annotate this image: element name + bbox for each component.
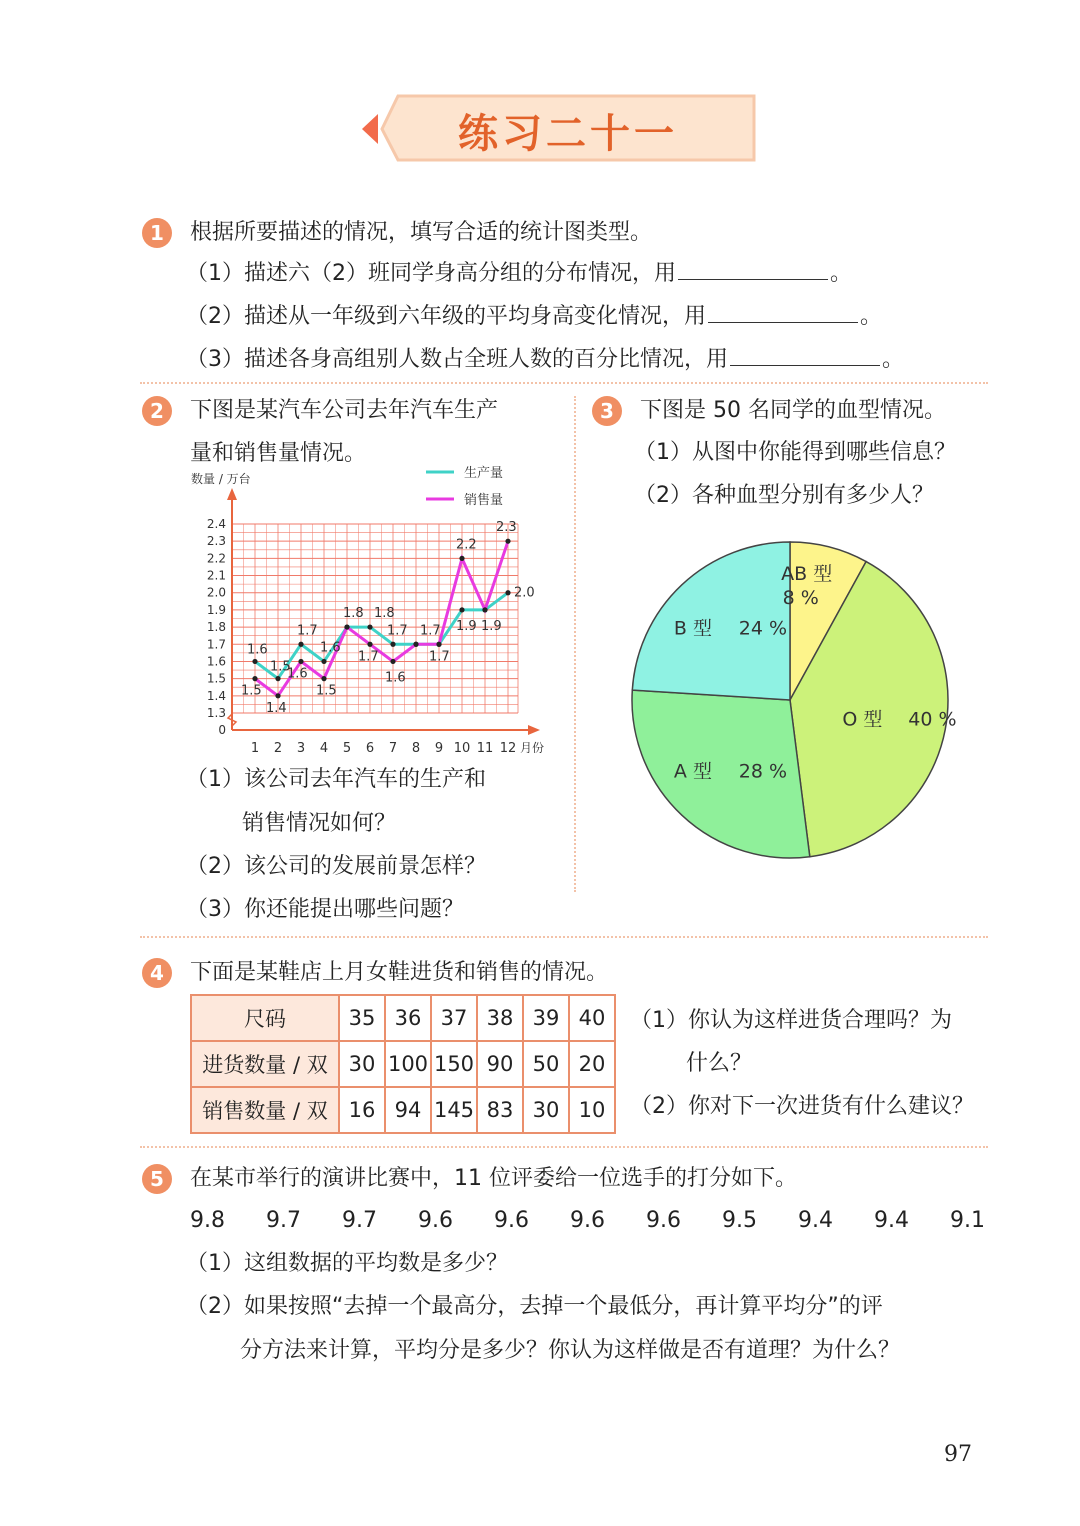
score-value: 9.8 — [190, 1208, 225, 1233]
question-3-stem: 下图是 50 名同学的血型情况。 — [640, 398, 946, 423]
x-axis-title: 月份 — [520, 741, 545, 755]
legend-label: 销售量 — [464, 493, 504, 508]
y-tick-label: 1.4 — [206, 688, 226, 703]
data-point — [321, 676, 326, 681]
production-data-label: 1.6 — [247, 642, 268, 658]
table-cell: 16 — [339, 1087, 385, 1133]
production-data-label: 1.5 — [270, 659, 291, 675]
pie-slice-percent: 24 % — [738, 617, 788, 640]
sales-data-label: 1.5 — [316, 683, 337, 699]
table-cell: 94 — [385, 1087, 431, 1133]
y-tick-label: 2.3 — [206, 534, 226, 549]
question-5-item-2-cont: 分方法来计算，平均分是多少？你认为这样做是否有道理？为什么？ — [240, 1338, 901, 1363]
table-cell: 30 — [523, 1087, 569, 1133]
sales-data-label: 1.5 — [241, 683, 262, 699]
question-4-stem: 下面是某鞋店上月女鞋进货和销售的情况。 — [190, 960, 609, 985]
sales-data-label: 1.4 — [266, 700, 287, 716]
question-2-item-1: （1）该公司去年汽车的生产和 — [186, 767, 486, 792]
score-list — [190, 1208, 990, 1233]
data-point — [505, 539, 510, 544]
score-value: 9.4 — [874, 1208, 909, 1233]
table-cell: 30 — [339, 1041, 385, 1087]
question-4-item-1-cont: 什么？ — [686, 1051, 753, 1076]
y-tick-label: 1.7 — [206, 637, 226, 652]
x-tick-label: 3 — [296, 741, 306, 756]
question-3-badge: 3 — [592, 396, 622, 426]
question-5-item-2: （2）如果按照“去掉一个最高分，去掉一个最低分，再计算平均分”的评 — [186, 1294, 883, 1319]
data-point — [459, 607, 464, 612]
sales-data-label: 1.6 — [385, 670, 406, 686]
table-cell: 83 — [477, 1087, 523, 1133]
table-header-cell: 39 — [523, 995, 569, 1041]
question-5-item-1: （1）这组数据的平均数是多少？ — [186, 1251, 508, 1276]
pie-slice-label: A 型 — [673, 760, 712, 783]
data-point — [505, 590, 510, 595]
production-data-label: 1.6 — [320, 640, 341, 656]
table-cell: 150 — [431, 1041, 477, 1087]
table-cell: 10 — [569, 1087, 615, 1133]
y-tick-label: 1.5 — [206, 671, 226, 686]
table-header-cell: 38 — [477, 995, 523, 1041]
table-header-cell: 尺码 — [191, 995, 339, 1041]
data-point — [390, 659, 395, 664]
table-header-cell: 37 — [431, 995, 477, 1041]
data-point — [367, 624, 372, 629]
question-4-badge: 4 — [142, 958, 172, 988]
production-data-label: 2.0 — [514, 585, 535, 601]
y-tick-label: 0 — [218, 723, 226, 737]
data-point — [390, 642, 395, 647]
x-axis-arrow — [528, 725, 540, 735]
data-point — [298, 659, 303, 664]
question-4-item-1: （1）你认为这样进货合理吗？为 — [630, 1008, 952, 1033]
question-5-badge: 5 — [142, 1164, 172, 1194]
y-tick-label: 2.1 — [206, 568, 226, 583]
production-data-label: 1.9 — [456, 618, 477, 634]
data-point — [367, 642, 372, 647]
question-5-stem: 在某市举行的演讲比赛中，11 位评委给一位选手的打分如下。 — [190, 1166, 797, 1191]
data-point — [275, 693, 280, 698]
y-tick-label: 1.6 — [206, 654, 226, 669]
data-point — [482, 607, 487, 612]
x-tick-label: 7 — [388, 741, 398, 756]
score-value: 9.7 — [266, 1208, 301, 1233]
y-tick-label: 2.2 — [206, 551, 226, 566]
data-point — [459, 556, 464, 561]
x-tick-label: 1 — [250, 741, 260, 756]
sales-data-label: 1.7 — [358, 649, 379, 665]
question-3-item-1: （1）从图中你能得到哪些信息？ — [634, 440, 956, 465]
x-tick-label: 9 — [434, 741, 444, 756]
production-data-label: 1.7 — [420, 623, 441, 639]
production-data-label: 1.8 — [343, 606, 364, 622]
y-tick-label: 2.0 — [206, 585, 226, 600]
section-divider — [140, 936, 988, 938]
answer-blank-3[interactable] — [730, 345, 880, 366]
data-point — [298, 642, 303, 647]
y-tick-label: 1.8 — [206, 620, 226, 635]
pie-slice-percent: 8 % — [782, 586, 819, 609]
production-data-label: 1.7 — [297, 623, 318, 639]
question-2-item-3: （3）你还能提出哪些问题？ — [186, 897, 464, 922]
score-value: 9.4 — [798, 1208, 833, 1233]
question-2-item-1-cont: 销售情况如何？ — [242, 811, 397, 836]
table-header-cell: 36 — [385, 995, 431, 1041]
table-header-row — [191, 995, 615, 1041]
x-tick-label: 10 — [453, 741, 471, 756]
score-value: 9.6 — [418, 1208, 453, 1233]
x-tick-label: 5 — [342, 741, 352, 756]
table-cell: 50 — [523, 1041, 569, 1087]
pie-slice-percent: 28 % — [738, 760, 788, 783]
table-row-label: 销售数量 / 双 — [191, 1087, 339, 1133]
y-tick-label: 1.3 — [206, 706, 226, 720]
data-point — [321, 659, 326, 664]
shoe-table — [190, 994, 616, 1134]
y-axis-title: 数量 / 万台 — [191, 472, 251, 486]
production-data-label: 1.9 — [481, 618, 502, 634]
question-1-item-3: （3）描述各身高组别人数占全班人数的百分比情况，用 。 — [186, 347, 905, 372]
question-1-stem: 根据所要描述的情况，填写合适的统计图类型。 — [190, 220, 653, 245]
x-tick-label: 6 — [365, 741, 375, 756]
score-value: 9.6 — [570, 1208, 605, 1233]
column-divider — [574, 396, 576, 892]
question-2-badge: 2 — [142, 396, 172, 426]
y-tick-label: 1.9 — [206, 602, 226, 617]
page-title: 练习二十一 — [458, 110, 678, 157]
score-value: 9.6 — [646, 1208, 681, 1233]
x-tick-label: 2 — [273, 741, 283, 756]
pie-chart — [620, 530, 960, 870]
score-value: 9.1 — [950, 1208, 985, 1233]
sales-data-label: 1.6 — [287, 666, 308, 682]
data-point — [275, 676, 280, 681]
question-3-item-2: （2）各种血型分别有多少人？ — [634, 483, 934, 508]
score-value: 9.5 — [722, 1208, 757, 1233]
production-data-label: 1.8 — [374, 606, 395, 622]
question-1-item-1: （1）描述六（2）班同学身高分组的分布情况，用 。 — [186, 261, 853, 286]
data-point — [413, 642, 418, 647]
score-value: 9.6 — [494, 1208, 529, 1233]
section-divider — [140, 382, 988, 384]
y-tick-label: 2.4 — [206, 517, 226, 531]
table-row — [191, 1041, 615, 1087]
table-cell: 20 — [569, 1041, 615, 1087]
table-cell: 145 — [431, 1087, 477, 1133]
chart-legend — [426, 465, 503, 508]
table-row-label: 进货数量 / 双 — [191, 1041, 339, 1087]
x-tick-label: 4 — [319, 741, 329, 756]
page-number: 97 — [944, 1442, 972, 1467]
x-tick-label: 12 — [499, 741, 517, 756]
table-header-cell: 40 — [569, 995, 615, 1041]
sales-data-label: 2.3 — [496, 520, 517, 536]
table-cell: 100 — [385, 1041, 431, 1087]
question-1-item-2: （2）描述从一年级到六年级的平均身高变化情况，用 。 — [186, 304, 883, 329]
x-tick-label: 11 — [476, 741, 494, 756]
sales-data-label: 1.7 — [429, 649, 450, 665]
question-2-stem-line1: 下图是某汽车公司去年汽车生产 — [190, 398, 499, 423]
legend-label: 生产量 — [464, 466, 504, 481]
title-banner — [362, 94, 762, 164]
table-row — [191, 1087, 615, 1133]
pie-slice-percent: 40 % — [908, 708, 957, 731]
data-point — [252, 659, 257, 664]
pie-slice-label: O 型 — [842, 708, 883, 731]
answer-blank-2[interactable] — [708, 302, 858, 323]
line-chart — [186, 462, 556, 762]
answer-blank-1[interactable] — [678, 259, 828, 280]
question-2-stem-line2: 量和销售量情况。 — [190, 441, 367, 466]
x-tick-label: 8 — [411, 741, 421, 756]
table-header-cell: 35 — [339, 995, 385, 1041]
pie-slice-label: AB 型 — [781, 562, 833, 585]
sales-data-label: 2.2 — [456, 537, 477, 553]
data-point — [344, 624, 349, 629]
table-cell: 90 — [477, 1041, 523, 1087]
production-data-label: 1.7 — [387, 623, 408, 639]
question-4-item-2: （2）你对下一次进货有什么建议？ — [630, 1094, 974, 1119]
question-1-badge: 1 — [142, 218, 172, 248]
data-point — [436, 642, 441, 647]
score-value: 9.7 — [342, 1208, 377, 1233]
question-2-item-2: （2）该公司的发展前景怎样？ — [186, 854, 486, 879]
section-divider — [140, 1146, 988, 1148]
data-point — [252, 676, 257, 681]
y-axis-arrow — [227, 488, 237, 500]
pie-slice-label: B 型 — [673, 617, 712, 640]
